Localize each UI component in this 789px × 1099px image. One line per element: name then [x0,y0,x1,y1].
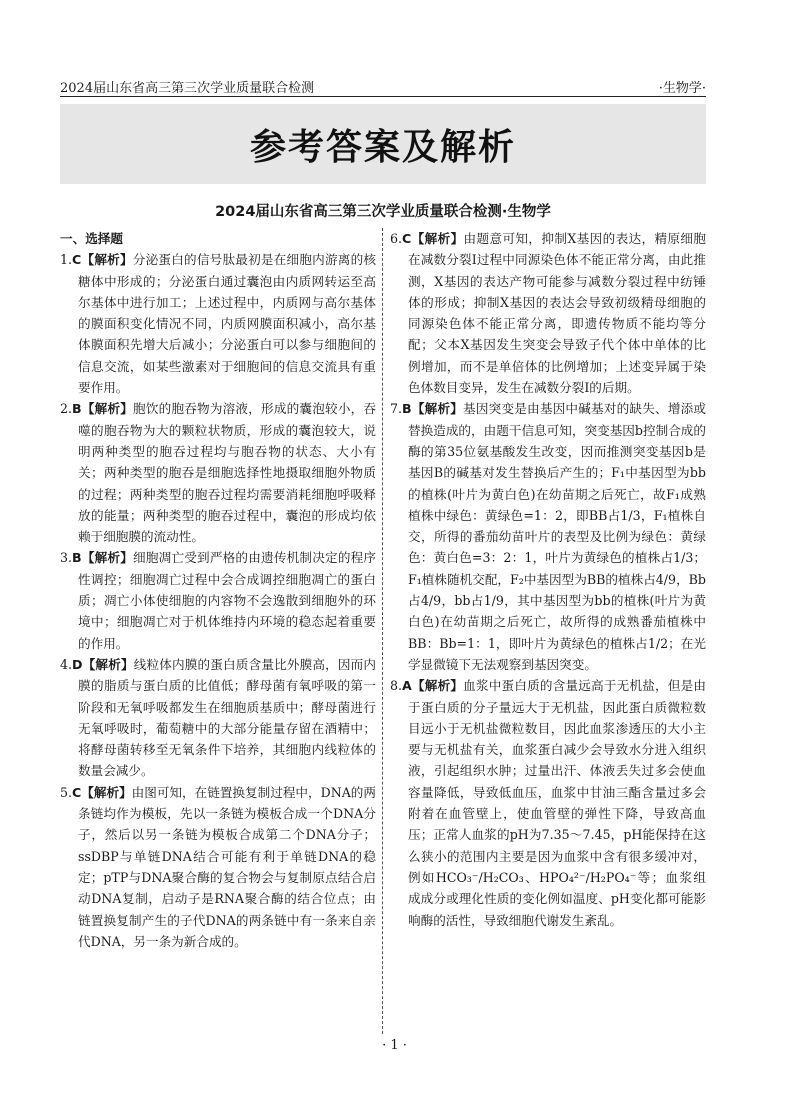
running-header [60,74,706,97]
answer-choice: B [72,550,82,566]
header-exam-title: 2024届山东省高三第三次学业质量联合检测 [60,81,315,96]
answer-number: 5. [60,784,73,800]
analysis-tag: 【解析】 [81,252,133,268]
answer-choice: A [402,678,412,694]
analysis-text: 基因突变是由基因中碱基对的缺失、增添或替换造成的，由题干信息可知，突变基因b控制合成的酶的第35位氨基酸发生改变，因而推测突变基因b是基因B的碱基对发生替换后产生的；F₁中基因型为bb的植株(叶片为黄白色)在幼苗期之后死亡，故F₁成熟植株中绿色：黄绿色=1：2，即BB占1/3，F₁植株自交，所得的番茄幼苗叶片的表型及比例为绿色：黄绿色：黄白色=3：2：1，叶片为黄绿色的植株占1/3；F₁植株随机交配，F₂中基因型为BB的植株占4/9，Bb占4/9，bb占1/9，其中基因型为bb的植株(叶片为黄白色)在幼苗期之后死亡，故所得的成熟番茄植株中BB：Bb=1：1，即叶片为黄绿色的植株占1/2；在光学显微镜下无法观察到基因突变。 [408,401,706,672]
header-subject: ·生物学· [658,81,706,96]
analysis-text: 血浆中蛋白质的含量远高于无机盐，但是由于蛋白质的分子量远大于无机盐，因此蛋白质微粒数目远小于无机盐微粒数目，因此血浆渗透压的大小主要与无机盐有关，血浆蛋白减少会导致水分进入组织液，引起组织水肿；过量出汗、体液丢失过多会使血容量降低，导致低血压，血浆中甘油三酯含量过多会附着在血管壁上，使血管壁的弹性下降，导致高血压；正常人血浆的pH为7.35～7.45，pH能保持在这么狭小的范围内主要是因为血浆中含有很多缓冲对，例如HCO₃⁻/H₂CO₃、HPO₄²⁻/H₂PO₄⁻等；血浆组成成分或理化性质的变化例如温度、pH变化都可能影响酶的活性，导致细胞代谢发生紊乱。 [408,678,706,928]
answer-choice: C [72,252,82,268]
document-title: 2024届山东省高三第三次学业质量联合检测·生物学 [215,204,551,220]
answer-choice: B [72,401,82,417]
answer-item [390,398,706,675]
analysis-tag: 【解析】 [411,401,464,417]
analysis-tag: 【解析】 [81,401,134,417]
answer-item [60,654,376,782]
answer-item [60,782,376,952]
analysis-tag: 【解析】 [81,784,132,800]
answer-choice: B [402,401,412,417]
page-number: · 1 · [382,1038,407,1053]
answer-item [390,675,706,931]
answer-number: 4. [60,656,73,672]
answer-choice: D [72,656,83,672]
analysis-text: 细胞凋亡受到严格的由遗传机制决定的程序性调控；细胞凋亡过程中会合成调控细胞凋亡的蛋白质；凋亡小体使细胞的内容物不会逸散到细胞外的环境中；细胞凋亡对于机体维持内环境的稳态起着重要的作用。 [78,550,376,651]
answer-number: 2. [60,401,73,417]
analysis-text: 由题意可知，抑制X基因的表达，精原细胞在减数分裂Ⅰ过程中同源染色体不能正常分离，由此推测，X基因的表达产物可能参与减数分裂过程中纺锤体的形成；抑制X基因的表达会导致初级精母细胞的同源染色体不能正常分离，即遗传物质不能均等分配；父本X基因发生突变会导致子代个体中单体的比例增加，而不是单倍体的比例增加；上述变异属于染色体数目变异，发生在减数分裂Ⅰ的后期。 [408,231,706,396]
answer-number: 6. [390,231,403,246]
answer-item [60,547,376,653]
answer-number: 7. [390,401,403,417]
answer-number: 8. [390,678,403,694]
analysis-text: 线粒体内膜的蛋白质含量比外膜高，因而内膜的脂质与蛋白质的比值低；酵母菌有氧呼吸的第一阶段和无氧呼吸都发生在细胞质基质中；酵母菌进行无氧呼吸时，葡萄糖中的大部分能量存留在酒精中；将酵母菌转移至无氧条件下培养，其细胞内线粒体的数量会减少。 [78,656,376,779]
answer-item [60,249,376,398]
answer-columns [60,228,706,1034]
analysis-text: 由图可知，在链置换复制过程中，DNA的两条链均作为模板，先以一条链为模板合成一个DNA分子，然后以另一条链为模板合成第二个DNA分子；ssDBP与单链DNA结合可能有利于单链DNA的稳定；pTP与DNA聚合酶的复合物会与复制原点结合启动DNA复制，启动子是RNA聚合酶的结合位点；由链置换复制产生的子代DNA的两条链中有一条来自亲代DNA，另一条为新合成的。 [78,784,376,949]
analysis-tag: 【解析】 [411,231,464,246]
answer-item [60,398,376,547]
title-banner [60,104,706,184]
answer-choice: C [402,231,412,246]
analysis-tag: 【解析】 [411,678,464,694]
banner-title: 参考答案及解析 [249,126,516,168]
answer-number: 1. [60,252,73,268]
right-column [390,228,706,1034]
section-heading: 一、选择题 [60,231,123,246]
analysis-text: 分泌蛋白的信号肽最初是在细胞内游离的核糖体中形成的；分泌蛋白通过囊泡由内质网转运至高尔基体中进行加工；上述过程中，内质网与高尔基体的膜面积变化情况不同，内质网膜面积减小，高尔基体膜面积先增大后减小；分泌蛋白可以参与细胞间的信息交流，如某些激素对于细胞间的信息交流具有重要作用。 [78,252,376,396]
answer-number: 3. [60,550,73,566]
answer-choice: C [72,784,82,800]
analysis-tag: 【解析】 [81,550,134,566]
analysis-text: 胞饮的胞吞物为溶液，形成的囊泡较小，吞噬的胞吞物为大的颗粒状物质，形成的囊泡较大，说明两种类型的胞吞过程均与胞吞物的状态、大小有关；两种类型的胞吞是细胞选择性地摄取细胞外物质的过程；两种类型的胞吞过程均需要消耗细胞呼吸释放的能量；两种类型的胞吞过程中，囊泡的形成均依赖于细胞膜的流动性。 [78,401,376,545]
analysis-tag: 【解析】 [82,656,134,672]
left-column [60,228,376,1034]
answer-item [390,228,706,398]
